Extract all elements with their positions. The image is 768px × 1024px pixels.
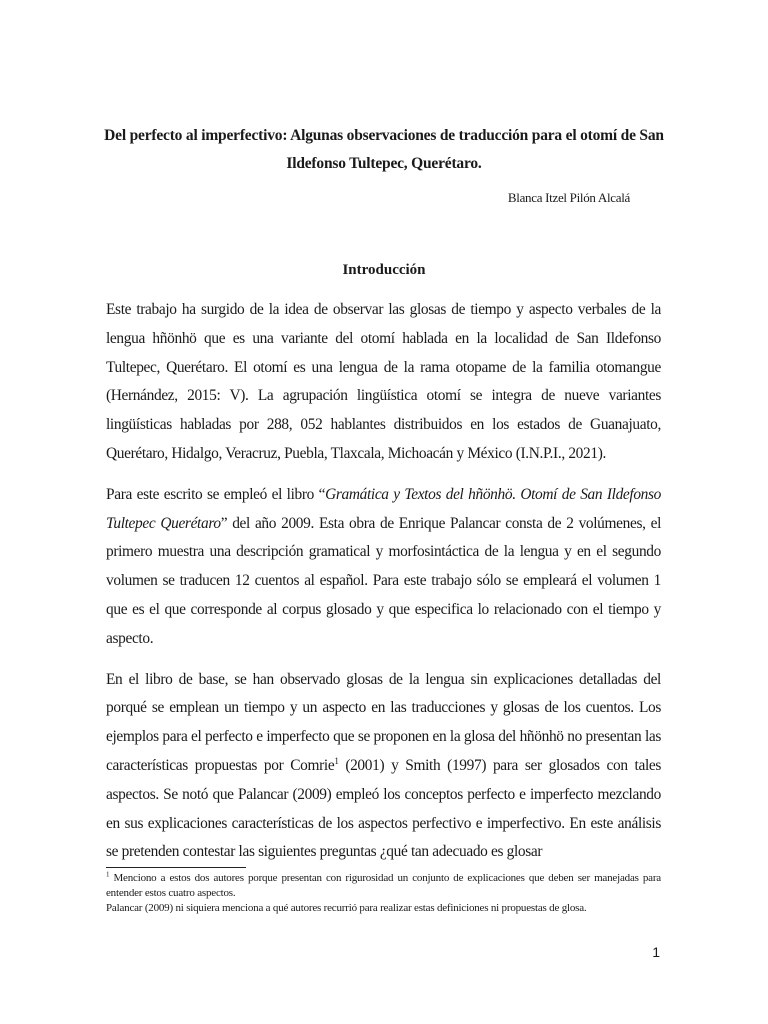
paragraph-1: Este trabajo ha surgido de la idea de observar las glosas de tiempo y aspecto verbales de la lengua hñönhö que es una variante del otomí hablada en la localidad de San Ildefonso Tultepec, Querétaro. El otomí es una lengua de la rama otopame de la familia otomangue (Hernández, 2015: V). La agrupación lingüística otomí se integra de nueve variantes lingüísticas habladas por 288, 052 hablantes distribuidos en los estados de Guanajuato, Querétaro, Hidalgo, Veracruz, Puebla, Tlaxcala, Michoacán y México (I.N.P.I., 2021).: [106, 301, 661, 462]
footnotes: [106, 871, 661, 917]
paragraph-3-end: (2001) y Smith (1997) para ser glosados con tales aspectos. Se notó que Palancar (2009) empleó los conceptos perfecto e imperfecto mezclando en sus explicaciones características de los aspectos perfectivo e imperfectivo. En este análisis se pretenden contestar las siguientes preguntas ¿qué tan adecuado es glosar: [106, 756, 662, 861]
footnote-separator: [106, 867, 246, 868]
paragraph-2: [106, 481, 661, 654]
author-name: Blanca Itzel Pilón Alcalá: [507, 190, 630, 205]
paragraph-2-start: Para este escrito se empleó el libro “: [106, 485, 326, 503]
book-title: Gramática y Textos del hñönhö. Otomí de San Ildefonso Tultepec Querétaro: [106, 485, 662, 532]
document-title: Del perfecto al imperfectivo: Algunas observaciones de traducción para el otomí de San Ildefonso Tultepec, Querétaro.: [104, 127, 664, 172]
paragraph-3: [106, 666, 661, 868]
page-number: 1: [652, 944, 660, 960]
footnote-1: [106, 871, 661, 900]
paragraph-2-end: ” del año 2009. Esta obra de Enrique Palancar consta de 2 volúmenes, el primero muestra una descripción gramatical y morfosintáctica de la lengua y en el segundo volumen se traducen 12 cuentos al español. Para este trabajo sólo se empleará el volumen 1 que es el que corresponde al corpus glosado y que especifica lo relacionado con el tiempo y aspecto.: [106, 514, 661, 647]
paragraph-3-start: En el libro de base, se han observado glosas de la lengua sin explicaciones detalladas del porqué se emplean un tiempo y un aspecto en las traducciones y glosas de los cuentos. Los ejemplos para el perfecto e imperfecto que se proponen en la glosa del hñönhö no presentan las características propuestas por Comrie: [106, 670, 661, 774]
footnote-marker: 1: [106, 870, 110, 879]
footnote-1-text: Menciono a estos dos autores porque presentan con rigurosidad un conjunto de explicaciones que deben ser manejadas para entender estos cuatro aspectos.: [106, 872, 661, 899]
body-text: [106, 296, 661, 879]
footnote-reference[interactable]: 1: [334, 755, 339, 766]
footnote-1-continuation: Palancar (2009) ni siquiera menciona a qué autores recurrió para realizar estas definiciones ni propuestas de glosa.: [106, 902, 587, 914]
section-heading: Introducción: [342, 262, 426, 278]
